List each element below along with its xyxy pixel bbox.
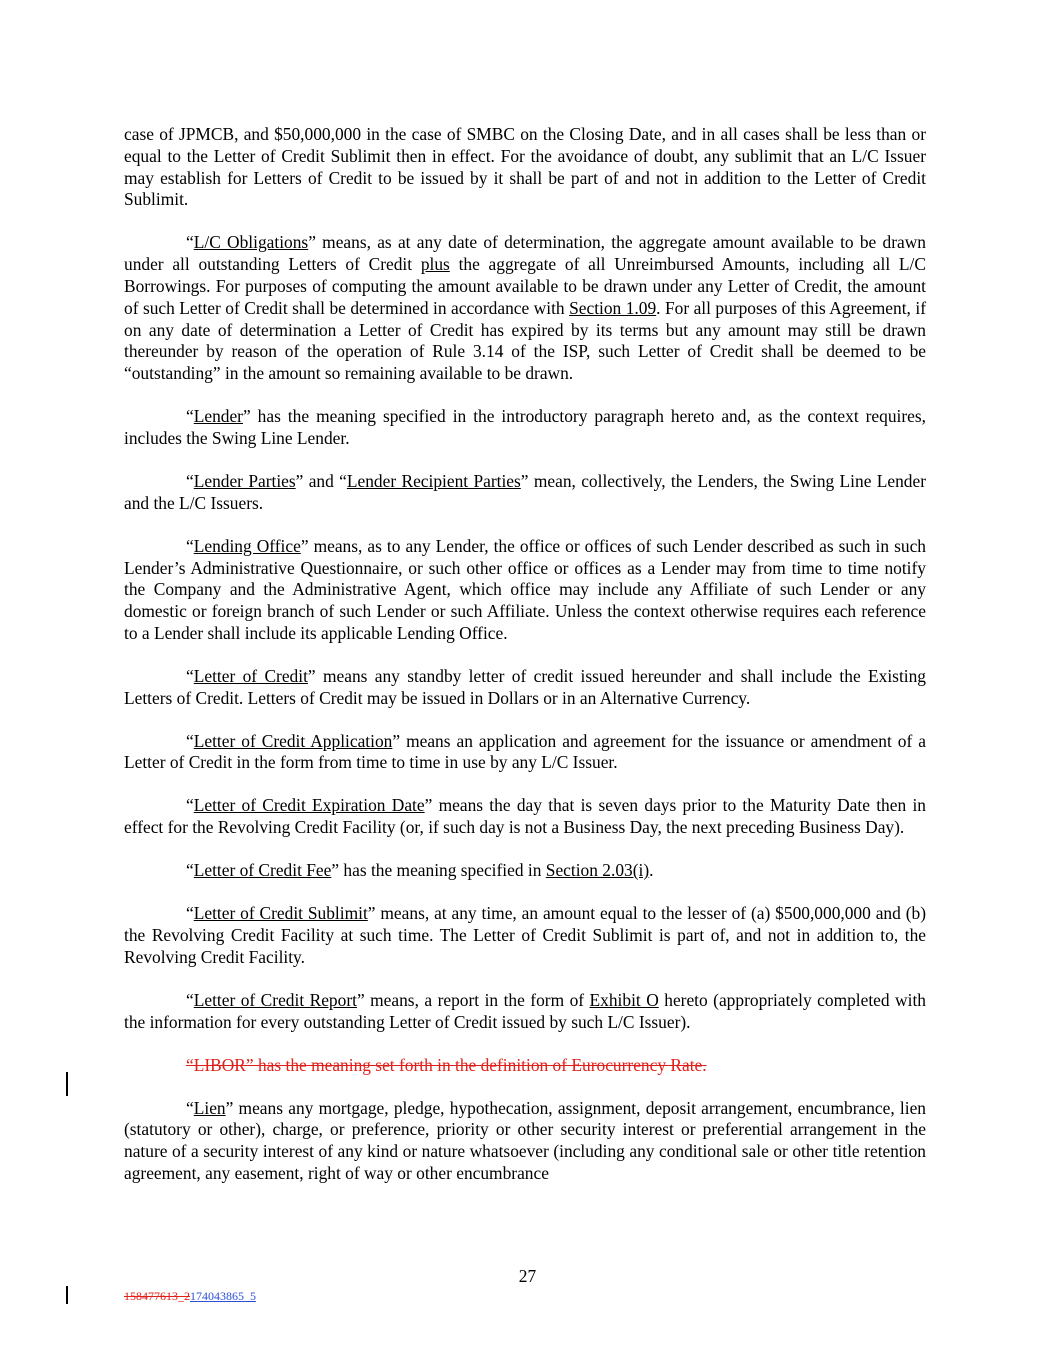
document-id-deleted: 158477613_2 (124, 1289, 190, 1303)
exhibit-reference: Exhibit O (589, 989, 659, 1010)
document-id (124, 1289, 256, 1304)
document-id-inserted: 174043865_5 (190, 1289, 256, 1303)
change-bar-deletion (66, 1072, 68, 1096)
paragraph-continuation: case of JPMCB, and $50,000,000 in the case of SMBC on the Closing Date, and in all cases shall be less than or equal to the Letter of Credit Sublimit then in effect. For the avoidance of doubt, any sublimit that an L/C Issuer may establish for Letters of Credit to be issued by it shall be part of and not in addition to the Letter of Credit Sublimit. (124, 124, 926, 210)
definition-lender-parties: “Lender Parties” and “Lender Recipient Parties” mean, collectively, the Lenders, the Swing Line Lender and the L/C Issuers. (124, 470, 926, 513)
definition-libor-deleted (124, 1055, 926, 1077)
defined-term: Letter of Credit Sublimit (193, 903, 368, 924)
defined-term: Lender Parties (193, 470, 296, 491)
document-body (124, 124, 926, 1206)
definition-lc-application: “Letter of Credit Application” means an application and agreement for the issuance or amendment of a Letter of Credit in the form from time to time in use by any L/C Issuer. (124, 730, 926, 773)
defined-term: Lending Office (193, 535, 301, 556)
definition-letter-of-credit: “Letter of Credit” means any standby letter of credit issued hereunder and shall include the Existing Letters of Credit. Letters of Credit may be issued in Dollars or in an Alternative Currency. (124, 665, 927, 708)
defined-term: Lender Recipient Parties (346, 470, 521, 491)
definition-lc-fee: “Letter of Credit Fee” has the meaning specified in Section 2.03(i). (186, 860, 654, 881)
defined-term: L/C Obligations (193, 232, 309, 253)
definition-lender: “Lender” has the meaning specified in the introductory paragraph hereto and, as the context requires, includes the Swing Line Lender. (124, 406, 926, 448)
definition-lien: “Lien” means any mortgage, pledge, hypothecation, assignment, deposit arrangement, encumbrance, lien (statutory or other), charge, or preference, priority or other security interest or preferential arrangement in the nature of a security interest of any kind or nature whatsoever (including any conditional sale or other title retention agreement, any easement, right of way or other encumbrance (124, 1097, 926, 1183)
deleted-text: “LIBOR” has the meaning set forth in the definition of Eurocurrency Rate. (186, 1054, 707, 1075)
emphasis-plus: plus (420, 254, 450, 275)
page-number: 27 (518, 1266, 537, 1286)
section-reference: Section 1.09 (569, 297, 657, 318)
definition-lc-report: “Letter of Credit Report” means, a report in the form of Exhibit O hereto (appropriately completed with the information for every outstanding Letter of Credit issued by such L/C Issuer). (124, 989, 926, 1032)
section-reference: Section 2.03(i) (545, 860, 650, 881)
defined-term: Letter of Credit Expiration Date (193, 795, 425, 816)
change-bar-footer (66, 1286, 68, 1304)
definition-lc-obligations: “L/C Obligations” means, as at any date of determination, the aggregate amount available to be drawn under all outstanding Letters of Credit plus the aggregate of all Unreimbursed Amounts, including all L/C Borrowings. For purposes of computing the amount available to be drawn under any Letter of Credit, the amount of such Letter of Credit shall be determined in accordance with Section 1.09. For all purposes of this Agreement, if on any date of determination a Letter of Credit has expired by its terms but any amount may still be drawn thereunder by reason of the operation of Rule 3.14 of the ISP, such Letter of Credit shall be deemed to be “outstanding” in the amount so remaining available to be drawn. (124, 232, 926, 384)
defined-term: Letter of Credit Report (193, 989, 357, 1010)
defined-term: Letter of Credit (193, 665, 308, 686)
defined-term: Letter of Credit Application (193, 730, 393, 751)
defined-term: Lender (193, 406, 243, 427)
definition-lc-expiration-date: “Letter of Credit Expiration Date” means the day that is seven days prior to the Maturity Date then in effect for the Revolving Credit Facility (or, if such day is not a Business Day, the next preceding Business Day). (124, 795, 926, 838)
definition-lending-office: “Lending Office” means, as to any Lender, the office or offices of such Lender described as such in such Lender’s Administrative Questionnaire, or such other office or offices as a Lender may from time to time notify the Company and the Administrative Agent, which office may include any Affiliate of such Lender or any domestic or foreign branch of such Lender or such Affiliate. Unless the context otherwise requires each reference to a Lender shall include its applicable Lending Office. (124, 535, 926, 643)
definition-lc-sublimit: “Letter of Credit Sublimit” means, at any time, an amount equal to the lesser of (a) $500,000,000 and (b) the Revolving Credit Facility at such time. The Letter of Credit Sublimit is part of, and not in addition to, the Revolving Credit Facility. (124, 903, 926, 967)
defined-term: Letter of Credit Fee (193, 860, 332, 881)
defined-term: Lien (193, 1097, 226, 1118)
